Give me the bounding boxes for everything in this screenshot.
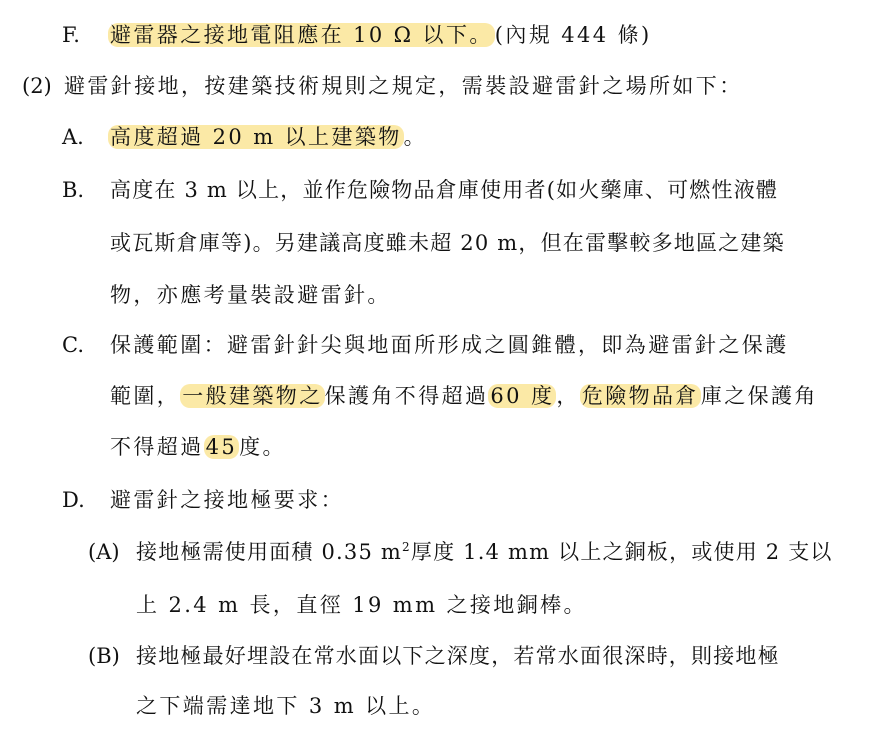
item-label-c: C.: [62, 333, 84, 357]
text-span: 度。: [239, 435, 286, 459]
item-label-b: B.: [62, 178, 85, 202]
subitem-label-b: (B): [88, 644, 120, 668]
item-b-line-1: 高度在 3 m 以上，並作危險物品倉庫使用者(如火藥庫、可燃性液體: [110, 178, 779, 202]
section-label-2: (2): [22, 74, 52, 98]
highlight: 45: [205, 435, 238, 459]
highlight: 危險物品倉: [581, 384, 699, 408]
section-2-text: 避雷針接地，按建築技術規則之規定，需裝設避雷針之場所如下：: [64, 74, 743, 98]
superscript: 2: [402, 540, 411, 554]
text-span: 保護角不得超過: [324, 384, 489, 408]
text-span: 庫之保護角: [700, 384, 818, 408]
item-c-line-2: [110, 381, 818, 411]
subitem-a-line-1: [136, 537, 833, 567]
highlight: 一般建築物之: [182, 384, 323, 408]
item-c-line-1: 保護範圍：避雷針針尖與地面所形成之圓錐體，即為避雷針之保護: [110, 333, 789, 357]
text-span: (內規 444 條): [494, 23, 652, 47]
item-b-line-2: 或瓦斯倉庫等)。另建議高度雖未超 20 m，但在雷擊較多地區之建築: [110, 231, 785, 255]
item-label-d: D.: [62, 488, 85, 512]
subitem-a-line-2: 上 2.4 m 長，直徑 19 mm 之接地銅棒。: [136, 593, 587, 617]
highlight: 高度超過 20 m 以上建築物: [110, 125, 402, 149]
text-span: 不得超過: [110, 435, 204, 459]
subitem-b-line-2: 之下端需達地下 3 m 以上。: [136, 694, 436, 718]
item-c-line-3: [110, 432, 286, 462]
subitem-label-a: (A): [88, 540, 120, 564]
item-f-text: [108, 20, 652, 50]
text-span: 厚度 1.4 mm 以上之銅板，或使用 2 支以: [410, 540, 833, 564]
item-a-text: [108, 122, 427, 152]
text-span: 範圍，: [110, 384, 181, 408]
item-label-a: A.: [62, 125, 84, 149]
subitem-b-line-1: 接地極最好埋設在常水面以下之深度，若常水面很深時，則接地極: [136, 644, 780, 668]
text-span: ，: [556, 384, 580, 408]
highlight: 避雷器之接地電阻應在 10 Ω 以下。: [110, 23, 493, 47]
highlight: 60 度: [490, 384, 555, 408]
item-b-line-3: 物，亦應考量裝設避雷針。: [110, 283, 391, 307]
text-span: 接地極需使用面積 0.35 m: [136, 540, 403, 564]
item-d-text: 避雷針之接地極要求：: [110, 488, 344, 512]
item-label-f: F.: [62, 23, 80, 47]
text-span: 。: [403, 125, 428, 149]
